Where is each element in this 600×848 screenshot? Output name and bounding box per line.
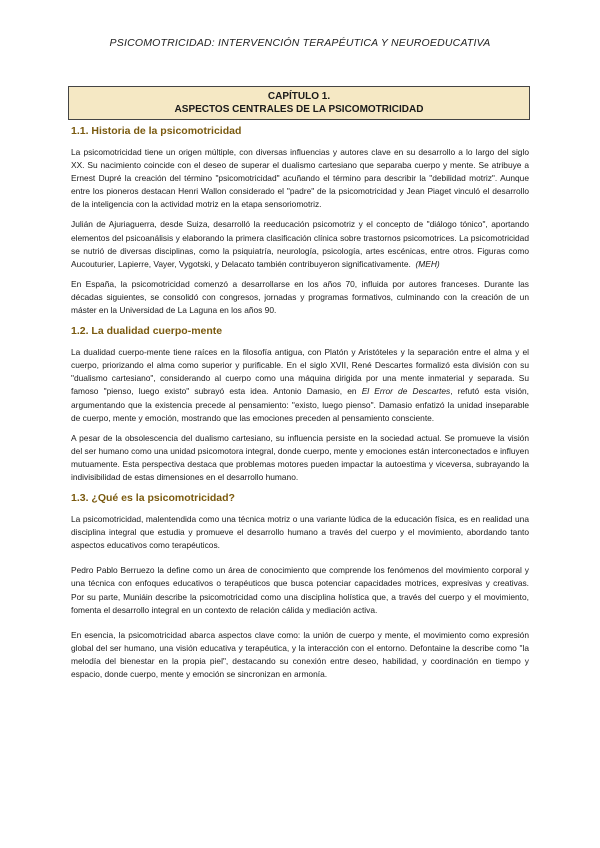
paragraph: La dualidad cuerpo-mente tiene raíces en la filosofía antigua, con Platón y Aristóteles y la separación entre el alma y el cuerpo, priorizando el alma como superior y purificable. En el siglo XVII, René Descartes formalizó esta división con su "dualismo cartesiano", considerando al cuerpo como una máquina dirigida por una mente inmaterial y separada. Su famoso "pienso, luego existo" subrayó esta idea. Antonio Damasio, en El Error de Descartes, refutó esta visión, argumentando que la existencia precede al pensamiento: "existo, luego pienso". Damasio enfatizó la unidad inseparable de cuerpo, mente y emoción, mostrando que las emociones preceden al pensamiento consciente.: [71, 347, 529, 423]
author-note: (MEH): [415, 258, 440, 269]
paragraph: La psicomotricidad, malentendida como una técnica motriz o una variante lúdica de la educación física, es en realidad una disciplina integral que estudia y promueve el desarrollo humano a través del cuerpo y el movimiento, abordando tanto aspectos educativos como terapéuticos.: [71, 514, 529, 551]
chapter-number: CAPÍTULO 1.: [267, 91, 331, 102]
paragraph: En España, la psicomotricidad comenzó a desarrollarse en los años 70, influida por autores franceses. Durante las décadas siguientes, se consolidó con congresos, jornadas y programas formativos, culminando con la creación de un máster en la Universidad de La Laguna en los años 90.: [71, 278, 529, 316]
section-heading-1-3: 1.3. ¿Qué es la psicomotricidad?: [71, 492, 235, 505]
paragraph: La psicomotricidad tiene un origen múltiple, con diversas influencias y autores clave en su desarrollo a lo largo del siglo XX. Su nacimiento coincide con el deseo de superar el dualismo cartesiano que separaba cuerpo y mente. Se atribuye a Ernest Dupré la creación del término "psicomotricidad" acuñando el término para describir la "debilidad motriz". Aunque entre los pioneros destacan Henri Wallon considerado el "padre" de la psicomotricidad y Jean Piaget vinculó el desarrollo de la inteligencia con la actividad motriz en la etapa sensoriomotriz.: [71, 147, 529, 210]
paragraph: En esencia, la psicomotricidad abarca aspectos clave como: la unión de cuerpo y mente, el movimiento como expresión global del ser humano, una visión educativa y terapéutica, y la interacción con el entorno. Defontaine la describe como "la melodía del bienestar en la propia piel", destacando su conexión entre deseo, habilidad, y coordinación en tiempo y espacio, donde cuerpo, mente y emoción se sincronizan en armonía.: [71, 629, 529, 679]
paragraph: [71, 218, 529, 270]
section-heading-1-2: 1.2. La dualidad cuerpo-mente: [71, 325, 223, 338]
chapter-title: ASPECTOS CENTRALES DE LA PSICOMOTRICIDAD: [174, 104, 424, 115]
running-header: PSICOMOTRICIDAD: INTERVENCIÓN TERAPÉUTICA Y NEUROEDUCATIVA: [109, 37, 491, 49]
section-heading-1-1: 1.1. Historia de la psicomotricidad: [71, 125, 242, 137]
body-content: [71, 124, 529, 688]
paragraph: Pedro Pablo Berruezo la define como un área de conocimiento que comprende los fenómenos del movimiento corporal y una técnica con enfoques educativos o terapéuticos que busca potenciar capacidades motrices, expresivas y creativas. Por su parte, Muniáin describe la psicomotricidad como una disciplina holística que, a través del cuerpo y el movimiento, fomenta el desarrollo integral en un contexto de relación cálida y mediación activa.: [71, 565, 529, 615]
paragraph-text: Julián de Ajuriaguerra, desde Suiza, desarrolló la reeducación psicomotriz y el concepto de "diálogo tónico", aportando elementos del psicoanálisis y elaborando la primera clasificación clínica sobre trastornos psicomotrices. La psicomotricidad se nutrió de diversas disciplinas, como la psiquiatría, neurología, psicología, artes escénicas, entre otros. Figuras como Aucouturier, Lapierre, Vayer, Vygotski, y Delacato también contribuyeron significativamente.: [71, 219, 529, 269]
chapter-title-box: [68, 86, 530, 120]
paragraph: A pesar de la obsolescencia del dualismo cartesiano, su influencia persiste en la sociedad actual. Se promueve la visión del ser humano como una unidad psicomotora integral, donde cuerpo, mente y emociones están interconectados e influyen mutuamente. Esta perspectiva destaca que problemas motores pueden impactar la autoestima y viceversa, subrayando la indivisibilidad de estas dimensiones en el desarrollo humano.: [71, 432, 529, 482]
book-title: El Error de Descartes: [361, 386, 451, 397]
